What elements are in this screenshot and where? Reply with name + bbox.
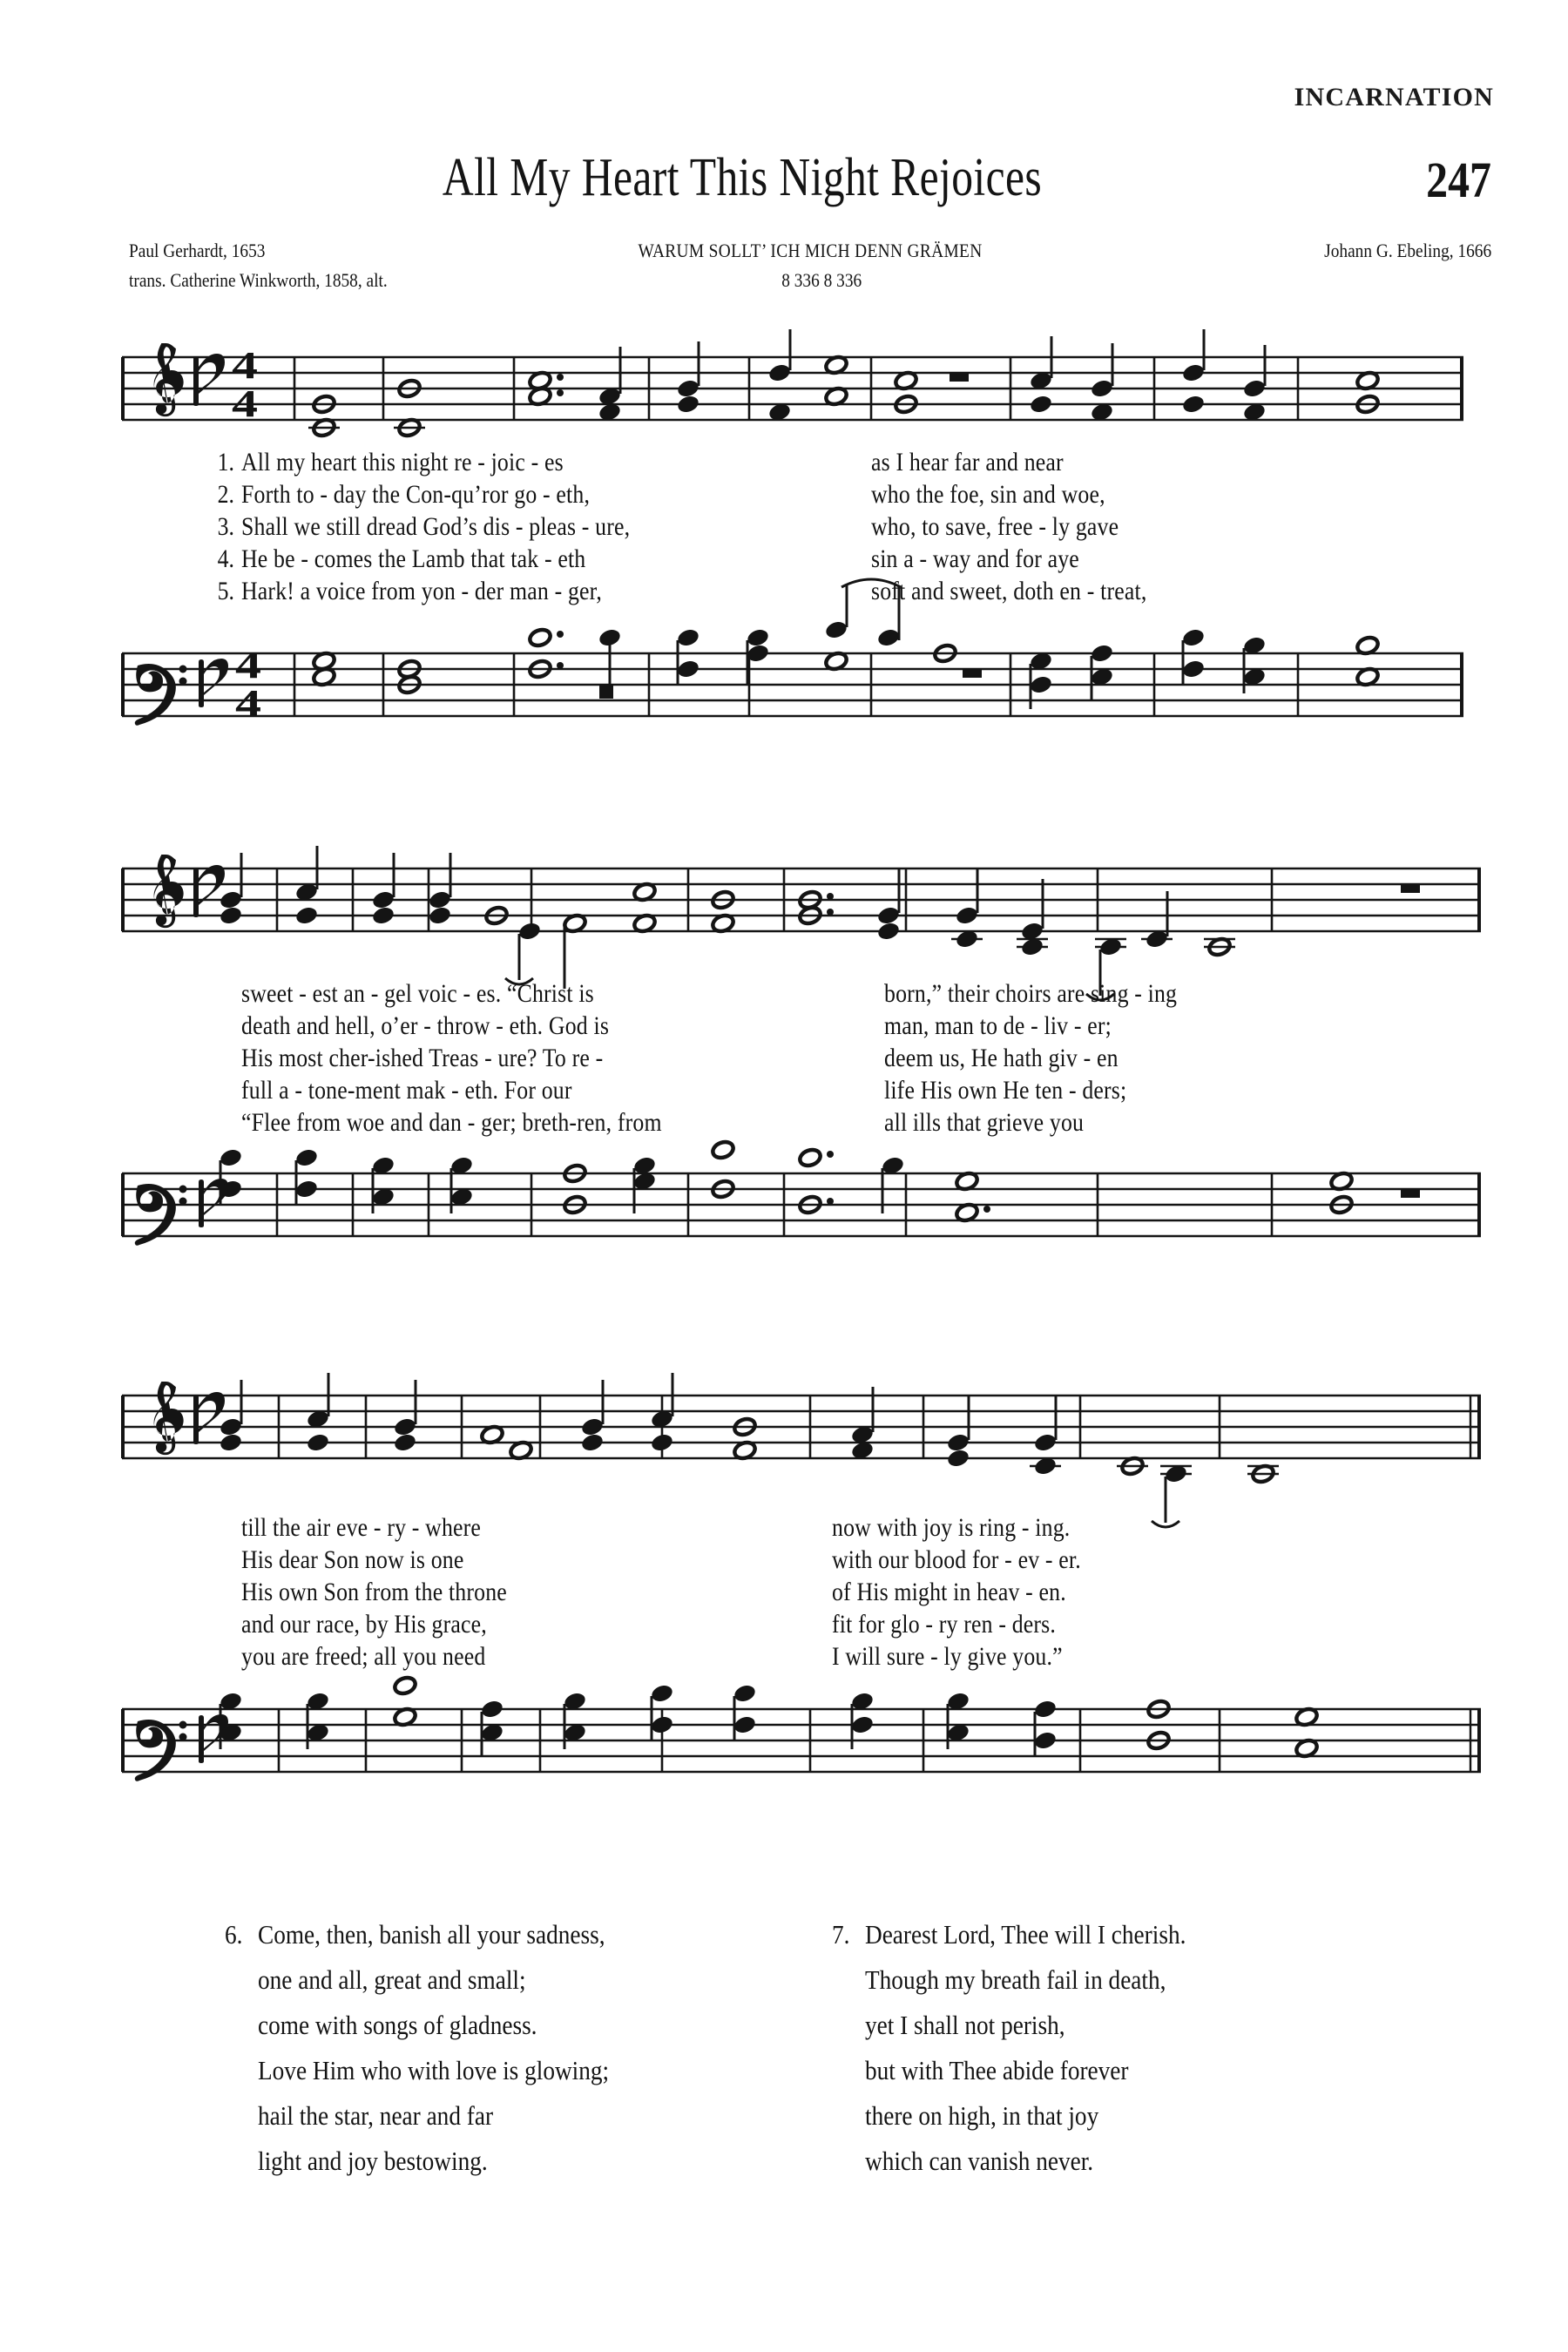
lyric-text-left: you are freed; all you need [241, 1642, 486, 1671]
lyric-text-right: fit for glo - ry ren - ders. [832, 1610, 1057, 1639]
stanza-text: which can vanish never. [865, 2146, 1094, 2176]
lyric-line [196, 1544, 1468, 1576]
lyric-text-right: with our blood for - ev - er. [832, 1545, 1081, 1574]
lyric-text-left: “Flee from woe and dan - ger; breth-ren, from [241, 1108, 662, 1137]
lyric-text-left: His dear Son now is one [241, 1545, 464, 1574]
meter-label: 8 336 8 336 [781, 269, 862, 291]
lyric-line [196, 1010, 1468, 1042]
lyric-text-right: who, to save, free - ly gave [871, 512, 1119, 541]
attribution-block [129, 237, 1491, 301]
lyric-text-left: His most cher-ished Treas - ure? To re - [241, 1044, 604, 1072]
stanza-text: Dearest Lord, Thee will I cherish. [865, 1919, 1186, 1950]
lyric-text-left: His own Son from the throne [241, 1578, 507, 1606]
section-header: INCARNATION [1294, 83, 1494, 112]
stanza-text: there on high, in that joy [865, 2100, 1099, 2131]
tune-name: WARUM SOLLT’ ICH MICH DENN GRÄMEN [638, 240, 983, 261]
lyric-line [196, 1106, 1468, 1139]
attribution-line-2 [129, 267, 1491, 296]
lyric-line [196, 977, 1468, 1010]
key-signature-flat [193, 865, 225, 917]
lyric-text-right: soft and sweet, doth en - treat, [871, 577, 1147, 605]
lyric-text-left: He be - comes the Lamb that tak - eth [241, 544, 586, 573]
verse-number: 3. [217, 512, 234, 541]
treble-clef-icon [154, 1382, 184, 1455]
lyric-line [196, 1074, 1468, 1106]
svg-text:4: 4 [235, 644, 261, 686]
svg-text:4: 4 [232, 382, 258, 425]
stanza-text: yet I shall not perish, [865, 2010, 1065, 2040]
lyric-line [196, 446, 1468, 478]
lyric-text-left: death and hell, o’er - throw - eth. God is [241, 1011, 610, 1040]
bass-notes-2 [219, 1139, 1420, 1223]
lyric-line [196, 478, 1468, 510]
lyric-line [196, 1608, 1468, 1640]
lyric-line [196, 1576, 1468, 1608]
lyric-text-right: now with joy is ring - ing. [832, 1513, 1071, 1542]
half-rest [950, 373, 969, 382]
treble-notes-1 [0, 329, 1380, 438]
lyric-line [196, 1511, 1468, 1544]
lyric-text-left: Forth to - day the Con-qu’ror go - eth, [241, 480, 591, 509]
svg-text:4: 4 [235, 682, 261, 725]
hymn-number: 247 [1426, 152, 1491, 208]
stanza-text: hail the star, near and far [258, 2100, 494, 2131]
lyric-line [196, 1042, 1468, 1074]
bass-staff-2 [122, 1139, 1481, 1246]
verse-number: 4. [217, 544, 234, 573]
key-signature-flat [193, 1392, 225, 1444]
stanza-text: Though my breath fail in death, [865, 1964, 1166, 1995]
lyric-text-left: and our race, by His grace, [241, 1610, 487, 1639]
lyric-line [196, 510, 1468, 543]
bass-staff-3 [122, 1675, 1481, 1781]
lyrics-system-3 [196, 1511, 1468, 1673]
lyrics-system-2 [196, 977, 1468, 1139]
key-signature-flat [193, 354, 225, 406]
verse-number: 2. [217, 480, 234, 509]
stanza-text: one and all, great and small; [258, 1964, 526, 1995]
lyric-text-right: I will sure - ly give you.” [832, 1642, 1063, 1671]
lyric-line [196, 1640, 1468, 1673]
lyric-text-left: Shall we still dread God’s dis - pleas - ure, [241, 512, 631, 541]
lyric-text-right: man, man to de - liv - er; [884, 1011, 1112, 1040]
lyric-text-left: All my heart this night re - joic - es [241, 448, 564, 476]
lyric-text-right: sin a - way and for aye [871, 544, 1079, 573]
lyric-text-right: born,” their choirs are sing - ing [884, 979, 1178, 1008]
treble-clef-icon [154, 855, 184, 928]
lyric-line [196, 575, 1468, 607]
attribution-line-1 [129, 237, 1491, 267]
page-title: All My Heart This Night Rejoices [442, 148, 1043, 207]
verse-number: 5. [217, 577, 234, 605]
lyric-text-right: life His own He ten - ders; [884, 1076, 1127, 1105]
verse-number: 1. [217, 448, 234, 476]
half-rest [1401, 884, 1420, 893]
translator-credit: trans. Catherine Winkworth, 1858, alt. [129, 269, 388, 291]
lyric-text-left: Hark! a voice from yon - der man - ger, [241, 577, 603, 605]
lyric-text-right: all ills that grieve you [884, 1108, 1085, 1137]
lyric-line [196, 543, 1468, 575]
lyric-text-right: of His might in heav - en. [832, 1578, 1066, 1606]
stanza-text: Come, then, banish all your sadness, [258, 1919, 605, 1950]
treble-clef-icon [154, 343, 184, 416]
lyric-text-left: till the air eve - ry - where [241, 1513, 482, 1542]
title-row [0, 146, 1568, 225]
composer-credit: Johann G. Ebeling, 1666 [1324, 240, 1491, 261]
stanza-text: but with Thee abide forever [865, 2055, 1129, 2085]
lyric-text-right: as I hear far and near [871, 448, 1064, 476]
treble-staff-3 [122, 1396, 1481, 1458]
stanza-number: 7. [832, 1919, 850, 1950]
author-credit: Paul Gerhardt, 1653 [129, 240, 266, 261]
stanza-number: 6. [225, 1919, 243, 1950]
lyric-text-left: full a - tone-ment mak - eth. For our [241, 1076, 572, 1105]
stanza-text: light and joy bestowing. [258, 2146, 488, 2176]
lyric-text-right: deem us, He hath giv - en [884, 1044, 1119, 1072]
lyrics-system-1 [196, 446, 1468, 607]
stanza-text: Love Him who with love is glowing; [258, 2055, 610, 2085]
svg-text:4: 4 [232, 344, 258, 387]
stanza-text: come with songs of gladness. [258, 2010, 537, 2040]
lyric-text-left: sweet - est an - gel voic - es. “Christ is [241, 979, 594, 1008]
lyric-text-right: who the foe, sin and woe, [871, 480, 1105, 509]
time-signature [232, 344, 258, 425]
additional-stanzas [0, 1912, 1568, 2200]
bass-notes-3 [219, 1675, 1319, 1759]
